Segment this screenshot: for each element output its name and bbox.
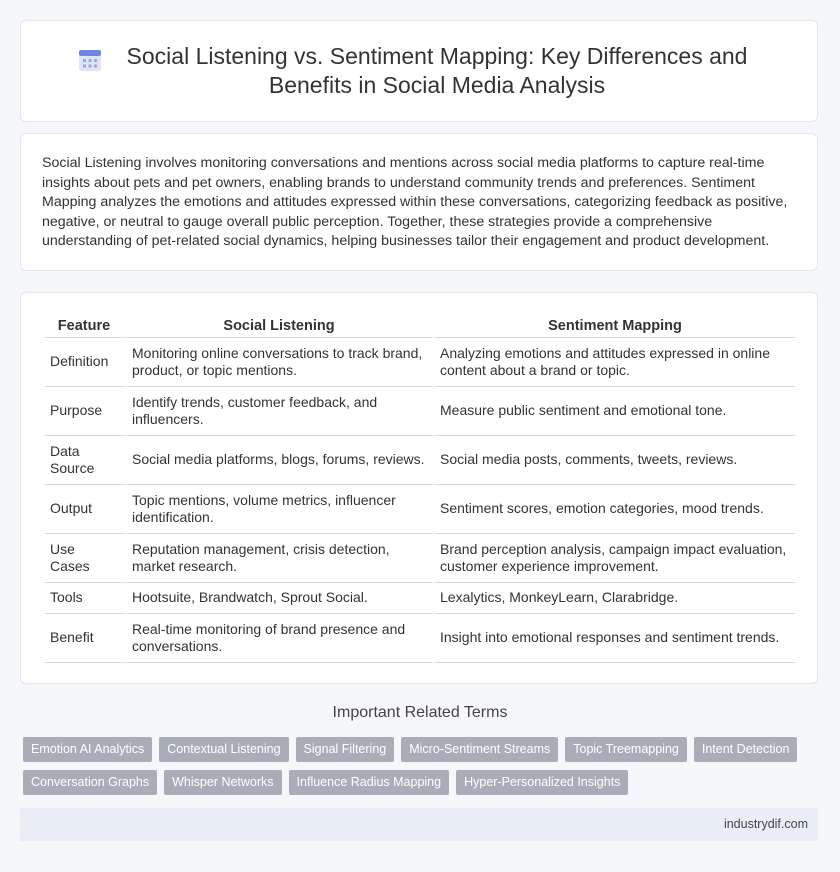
table-row — [44, 387, 796, 436]
related-term-tag[interactable]: Contextual Listening — [159, 737, 288, 762]
related-term-tag[interactable]: Influence Radius Mapping — [289, 770, 450, 795]
sentiment-mapping-cell: Measure public sentiment and emotional tone. — [434, 387, 796, 436]
social-listening-cell: Monitoring online conversations to track brand, product, or topic mentions. — [126, 338, 432, 387]
feature-cell: Benefit — [44, 614, 124, 663]
related-terms-heading: Important Related Terms — [332, 704, 508, 721]
sentiment-mapping-cell: Brand perception analysis, campaign impact evaluation, customer experience improvement. — [434, 534, 796, 583]
related-term-tag[interactable]: Hyper-Personalized Insights — [456, 770, 628, 795]
table-row — [44, 485, 796, 534]
comparison-table — [42, 315, 798, 663]
social-listening-cell: Identify trends, customer feedback, and influencers. — [126, 387, 432, 436]
related-terms-list — [23, 737, 813, 795]
feature-cell: Use Cases — [44, 534, 124, 583]
social-listening-cell: Topic mentions, volume metrics, influencer identification. — [126, 485, 432, 534]
table-row — [44, 534, 796, 583]
table-row — [44, 583, 796, 614]
feature-cell: Data Source — [44, 436, 124, 485]
related-term-tag[interactable]: Micro-Sentiment Streams — [401, 737, 558, 762]
feature-cell: Purpose — [44, 387, 124, 436]
intro-card — [20, 133, 818, 271]
page-title: Social Listening vs. Sentiment Mapping: Key Differences and Benefits in Social Media Analysis — [126, 43, 748, 98]
social-listening-cell: Reputation management, crisis detection, market research. — [126, 534, 432, 583]
sentiment-mapping-cell: Social media posts, comments, tweets, reviews. — [434, 436, 796, 485]
related-term-tag[interactable]: Signal Filtering — [296, 737, 395, 762]
table-row — [44, 436, 796, 485]
title-card — [20, 20, 818, 122]
related-term-tag[interactable]: Intent Detection — [694, 737, 798, 762]
related-term-tag[interactable]: Whisper Networks — [164, 770, 281, 795]
related-term-tag[interactable]: Emotion AI Analytics — [23, 737, 152, 762]
social-listening-cell: Hootsuite, Brandwatch, Sprout Social. — [126, 583, 432, 614]
sentiment-mapping-cell: Analyzing emotions and attitudes expressed in online content about a brand or topic. — [434, 338, 796, 387]
comparison-card — [20, 292, 818, 684]
related-term-tag[interactable]: Topic Treemapping — [565, 737, 687, 762]
header-sentiment-mapping: Sentiment Mapping — [434, 315, 796, 338]
header-social-listening: Social Listening — [126, 315, 432, 338]
feature-cell: Output — [44, 485, 124, 534]
social-listening-cell: Social media platforms, blogs, forums, reviews. — [126, 436, 432, 485]
feature-cell: Definition — [44, 338, 124, 387]
sentiment-mapping-cell: Sentiment scores, emotion categories, mood trends. — [434, 485, 796, 534]
table-row — [44, 338, 796, 387]
footer — [20, 808, 818, 841]
sentiment-mapping-cell: Insight into emotional responses and sentiment trends. — [434, 614, 796, 663]
intro-paragraph: Social Listening involves monitoring conversations and mentions across social media platforms to capture real-time insights about pets and pet owners, enabling brands to understand community trends and preferences. Sentiment Mapping analyzes the emotions and attitudes expressed within these conversations, categorizing feedback as positive, negative, or neutral to gauge overall public perception. Together, these strategies provide a comprehensive understanding of pet-related social dynamics, helping businesses tailor their engagement and product development. — [42, 155, 788, 250]
footer-site-link[interactable]: industrydif.com — [723, 817, 808, 831]
sentiment-mapping-cell: Lexalytics, MonkeyLearn, Clarabridge. — [434, 583, 796, 614]
related-term-tag[interactable]: Conversation Graphs — [23, 770, 157, 795]
table-row — [44, 614, 796, 663]
social-listening-cell: Real-time monitoring of brand presence and conversations. — [126, 614, 432, 663]
header-feature: Feature — [44, 315, 124, 338]
feature-cell: Tools — [44, 583, 124, 614]
